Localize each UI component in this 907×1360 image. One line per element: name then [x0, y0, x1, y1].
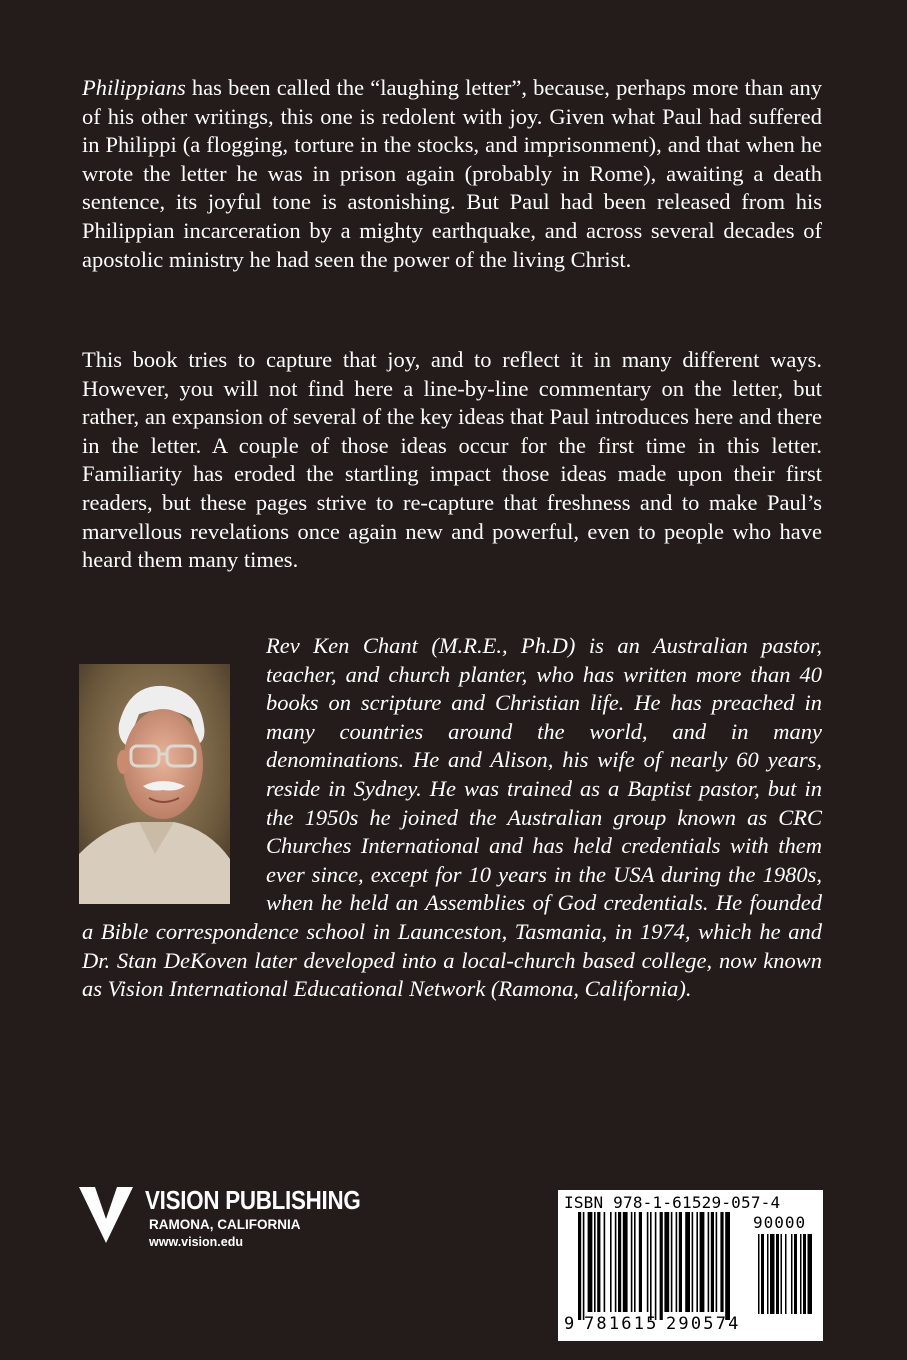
- barcode-bar: [803, 1234, 806, 1314]
- author-bio: [82, 632, 822, 1004]
- barcode-digits-right: 290574: [666, 1314, 741, 1334]
- barcode-bar: [671, 1212, 673, 1312]
- barcode-bar: [725, 1212, 730, 1320]
- barcode-bar: [623, 1212, 628, 1312]
- barcode-bar: [610, 1212, 612, 1312]
- author-portrait-illustration: [79, 664, 230, 904]
- barcode-bar: [685, 1212, 690, 1312]
- barcode-bar: [794, 1234, 797, 1314]
- barcode-bar: [758, 1234, 760, 1314]
- barcode-bar: [708, 1212, 710, 1312]
- barcode-bar: [781, 1234, 783, 1314]
- barcode-bar: [647, 1212, 649, 1312]
- barcode-bar: [785, 1234, 787, 1314]
- barcode-bar: [679, 1212, 682, 1312]
- barcode-bar: [676, 1212, 678, 1312]
- publisher-block: [79, 1185, 399, 1265]
- barcode-bar: [664, 1212, 669, 1312]
- barcode-bar: [650, 1212, 652, 1320]
- price-code: 90000: [753, 1213, 807, 1232]
- blurb-paragraph-1-text: has been called the “laughing letter”, because, perhaps more than any of his other writings, this one is redolent with joy. Given what Paul had suffered in Philippi (a flogging, torture in the stocks, and imprisonment), and that when he wrote the letter he was in prison again (probably in Rome), awaiting a death sentence, its joyful tone is astonishing. But Paul had been released from his Philippian incarceration by a mighty earthquake, and across several decades of apostolic ministry he had seen the power of the living Christ.: [82, 75, 822, 272]
- barcode-bar: [660, 1212, 663, 1320]
- barcode-bar: [770, 1234, 775, 1314]
- barcode-bar: [696, 1212, 698, 1312]
- author-photo: [79, 664, 230, 904]
- barcode-bar: [800, 1234, 802, 1314]
- book-title: Philippians: [82, 75, 186, 100]
- barcode-bar: [761, 1234, 764, 1314]
- barcode-digits-left: 781615: [584, 1314, 659, 1334]
- barcode-bar: [618, 1212, 621, 1312]
- barcode-bar: [692, 1212, 694, 1312]
- barcode-bar: [588, 1212, 593, 1312]
- publisher-logo-icon: [79, 1187, 133, 1243]
- barcode-bar: [655, 1212, 657, 1320]
- publisher-city: RAMONA, CALIFORNIA: [149, 1217, 301, 1232]
- barcode-bar: [716, 1212, 718, 1312]
- barcode-bar: [583, 1212, 585, 1320]
- author-bio-text: Rev Ken Chant (M.R.E., Ph.D) is an Australian pastor, teacher, and church planter, who has written more than 40 books on scripture and Christian life. He has preached in many countries around the world, and in many denominations. He and Alison, his wife of nearly 60 years, reside in Sydney. He was trained as a Baptist pastor, but in the 1950s he joined the Australian group known as CRC Churches International and has held credentials with them ever since, except for 10 years in the USA during the 1980s, when he held an Assemblies of God credentials. He founded a Bible correspondence school in Launceston, Tasmania, in 1974, which he and Dr. Stan DeKoven later developed into a local-church based college, now known as Vision International Educational Network (Ramona, California).: [82, 633, 822, 1002]
- barcode-bar: [631, 1212, 633, 1312]
- barcode-bar: [578, 1212, 581, 1320]
- isbn-label: ISBN 978-1-61529-057-4: [564, 1193, 781, 1212]
- blurb-paragraph-1: [82, 74, 822, 274]
- barcode-bar: [711, 1212, 714, 1312]
- barcode-digit-first: 9: [564, 1314, 575, 1334]
- barcode-bar: [615, 1212, 617, 1312]
- barcode-bar: [700, 1212, 705, 1312]
- barcode-bar: [808, 1234, 813, 1314]
- barcode-bar: [791, 1234, 793, 1314]
- barcode-bar: [720, 1212, 723, 1312]
- barcode-bar: [776, 1234, 779, 1314]
- barcode-bar: [634, 1212, 636, 1312]
- barcode-bar: [597, 1212, 600, 1312]
- barcode-bar: [767, 1234, 769, 1314]
- publisher-url: www.vision.edu: [149, 1235, 243, 1249]
- barcode-bar: [594, 1212, 596, 1312]
- blurb-paragraph-2: This book tries to capture that joy, and to reflect it in many different ways. However, you will not find here a line-by-line commentary on the letter, but rather, an expansion of several of the key ideas that Paul introduces here and there in the letter. A couple of those ideas occur for the first time in this letter. Familiarity has eroded the startling impact those ideas made upon their first readers, but these pages strive to re-capture that freshness and to make Paul’s marvellous revelations once again new and powerful, even to people who have heard them many times.: [82, 347, 822, 573]
- isbn-barcode: [558, 1190, 823, 1341]
- publisher-name: VISION PUBLISHING: [145, 1185, 361, 1215]
- barcode-bar: [604, 1212, 606, 1312]
- barcode-bar: [639, 1212, 642, 1312]
